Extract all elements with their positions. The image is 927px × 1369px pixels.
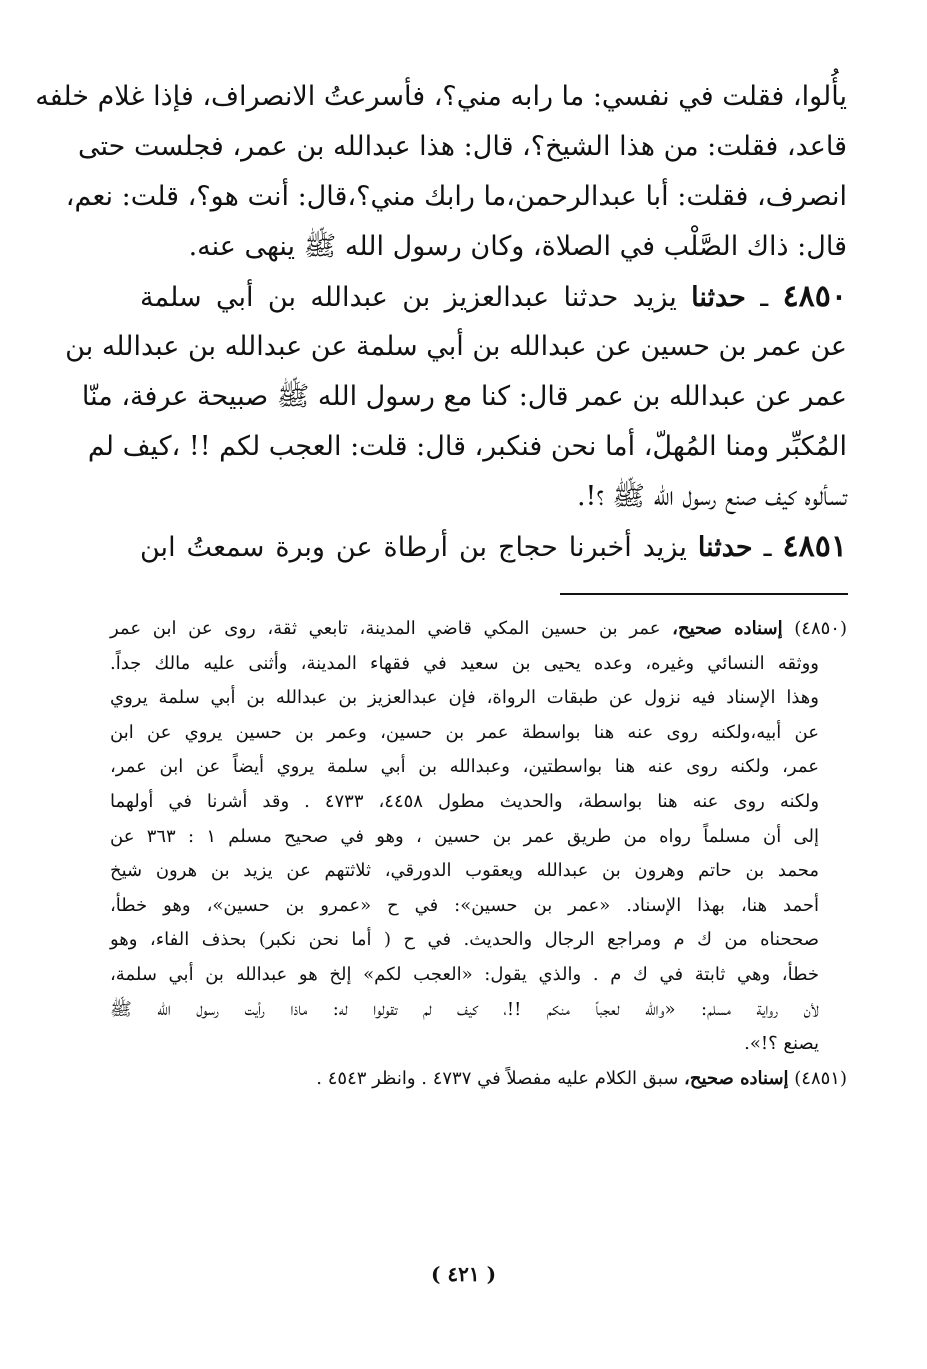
footnote-4850-line-10: صححناه من ك م ومراجع الرجال والحديث. في ح ( أما نحن نكبر) بحذف الفاء، وهو — [110, 929, 819, 951]
hadith-4850-number: ٤٨٥٠ — [782, 279, 848, 314]
footnote-4850-line-6: ولكنه روى عنه هنا بواسطة، والحديث مطول ٤٤٥٨، ٤٧٣٣ . وقد أشرنا في أولهما — [110, 790, 820, 812]
footnote-4850-line-8: محمد بن حاتم وهرون بن عبدالله ويعقوب الدورقي، ثلاثتهم عن يزيد بن هرون شيخ — [110, 860, 819, 882]
footnotes — [110, 612, 847, 1096]
footnote-4851-rest: سبق الكلام عليه مفصلاً في ٤٧٣٧ . وانظر ٤٥٤٣ . — [316, 1067, 679, 1089]
footnote-4850-ref: (٤٨٥٠) — [794, 618, 847, 639]
main-text — [35, 72, 848, 572]
footnote-divider — [560, 593, 848, 595]
hadith-4850-line-4: المُكبِّر ومنا المُهلّ، أما نحن فنكبر، قال: قلت: العجب لكم !! ،كيف لم — [87, 431, 847, 462]
hadith-4851-dash: ـ — [763, 532, 772, 563]
hadith-4850-dash: ـ — [760, 282, 769, 313]
hadith-4851-line-1-rest: يزيد أخبرنا حجاج بن أرطاة عن وبرة سمعتُ ابن — [140, 532, 687, 563]
footnote-4850-line-4: عن أبيه،ولكنه روى عنه هنا بواسطة عمر بن حسين، وعمر بن حسين يروي عن ابن — [110, 721, 819, 743]
footnote-4850-line-3: وهذا الإسناد فيه نزول عن طبقات الرواة، فإن عبدالعزيز بن عبدالله بن أبي سلمة يروي — [110, 687, 819, 709]
footnote-4850-line-13: يصنع ؟!». — [744, 1033, 819, 1055]
footnote-4850-label: إسناده صحيح، — [672, 618, 783, 639]
hadith-4850-line-1 — [140, 272, 847, 322]
footnote-4850-line-11: خطأ، وهي ثابتة في ك م . والذي يقول: «العجب لكم» إلخ هو عبدالله بن أبي سلمة، — [110, 963, 819, 985]
hadith-4851-keyword: حدثنا — [697, 532, 753, 563]
hadith-4851-number: ٤٨٥١ — [782, 529, 847, 564]
footnote-4851-label: إسناده صحيح، — [684, 1067, 789, 1089]
hadith-4851-line-1 — [140, 522, 847, 572]
main-line-1: يأُلوا، فقلت في نفسي: ما رابه مني؟، فأسرعتُ الانصراف، فإذا غلام خلفه — [35, 81, 847, 112]
page-number: ( ٤٢١ ) — [430, 1262, 497, 1286]
footnote-4850-line-1-rest: عمر بن حسين المكي قاضي المدينة، تابعي ثقة، روى عن ابن عمر — [110, 618, 661, 639]
footnote-4850-line-9: أحمد هنا، بهذا الإسناد. «عمر بن حسين»: في ح «عمرو بن حسين»، وهو خطأ، — [110, 894, 819, 916]
hadith-4850-line-3: عمر عن عبدالله بن عمر قال: كنا مع رسول الله ﷺ صبيحة عرفة، منّا — [81, 381, 847, 412]
footnote-4850-line-1 — [110, 612, 847, 647]
footnote-4850-line-5: عمر، ولكنه روى عنه هنا بواسطتين، وعبدالله بن أبي سلمة يروي أيضاً عن ابن عمر، — [110, 756, 819, 778]
footnote-4850-line-12: لأن رواية مسلم: «والله لعجباً منكم !!، كيف لم تقولوا له: ماذا رأيت رسول الله ﷺ — [110, 998, 819, 1020]
footnote-4850-line-7: إلى أن مسلماً رواه من طريق عمر بن حسين ، وهو في صحيح مسلم ١ : ٣٦٣ عن — [110, 825, 819, 847]
footnote-4850-line-2: ووثقه النسائي وغيره، وعده يحيى بن سعيد في فقهاء المدينة، وأثنى عليه مالك جداً. — [110, 652, 819, 674]
main-line-3: انصرف، فقلت: أبا عبدالرحمن،ما رابك مني؟،قال: أنت هو؟، قلت: نعم، — [65, 181, 847, 212]
footnote-4851-ref: (٤٨٥١) — [794, 1067, 847, 1089]
hadith-4850-line-1-rest: يزيد حدثنا عبدالعزيز بن عبدالله بن أبي سلمة — [140, 282, 677, 313]
main-line-4: قال: ذاك الصَّلْب في الصلاة، وكان رسول الله ﷺ ينهى عنه. — [188, 231, 847, 262]
footnote-4851-line-1 — [110, 1062, 847, 1097]
hadith-4850-line-2: عن عمر بن حسين عن عبدالله بن أبي سلمة عن عبدالله بن عبدالله بن — [65, 331, 847, 362]
hadith-4850-line-5: تسألوه كيف صنع رسول الله ﷺ ؟!. — [576, 481, 847, 512]
hadith-4850-keyword: حدثنا — [691, 282, 746, 313]
main-line-2: قاعد، فقلت: من هذا الشيخ؟، قال: هذا عبدالله بن عمر، فجلست حتى — [78, 131, 847, 162]
